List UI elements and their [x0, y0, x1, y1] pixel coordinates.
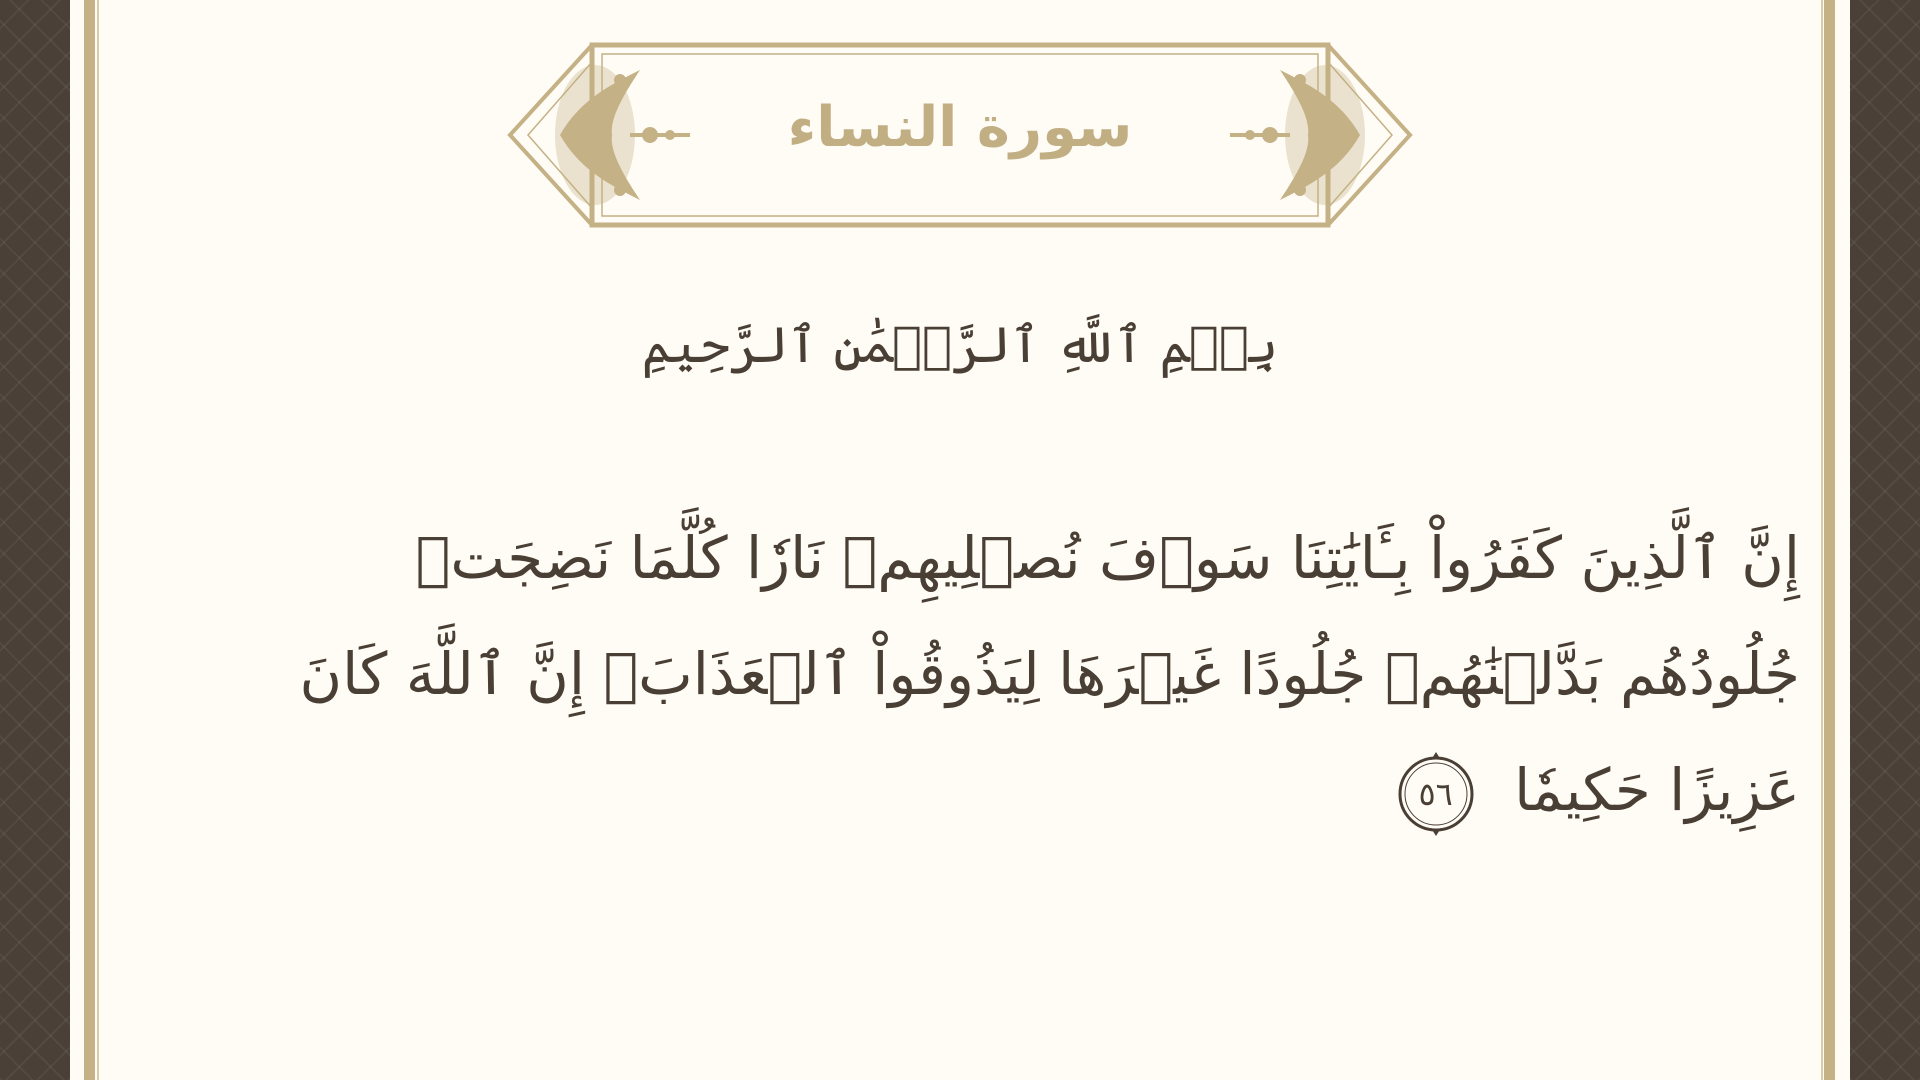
ayah-number-marker	[1394, 752, 1478, 836]
basmala: بِسۡمِ ٱللَّهِ ٱلرَّحۡمَٰنِ ٱلرَّحِيمِ	[641, 316, 1279, 374]
verse-text: إِنَّ ٱلَّذِينَ كَفَرُواْ بِـَٔايَٰتِنَا سَوۡفَ نُصۡلِيهِمۡ نَارٗا كُلَّمَا نَضِجَتۡ جُلُودُهُم بَدَّلۡنَٰهُمۡ جُلُودًا غَيۡرَهَا لِيَذُوقُواْ ٱلۡعَذَابَۗ إِنَّ ٱللَّهَ كَانَ عَزِيزًا حَكِيمٗا	[299, 524, 1800, 824]
right-thin-line	[1821, 0, 1823, 1080]
verse-block	[230, 500, 1800, 848]
right-gold-strip	[1824, 0, 1835, 1080]
left-decorative-border	[0, 0, 70, 1080]
surah-title: سورة النساء	[787, 95, 1133, 160]
left-gold-strip	[84, 0, 95, 1080]
ayah-number: ٥٦	[1418, 774, 1453, 813]
right-decorative-border	[1850, 0, 1920, 1080]
surah-title-frame	[500, 40, 1420, 230]
left-thin-line	[97, 0, 99, 1080]
